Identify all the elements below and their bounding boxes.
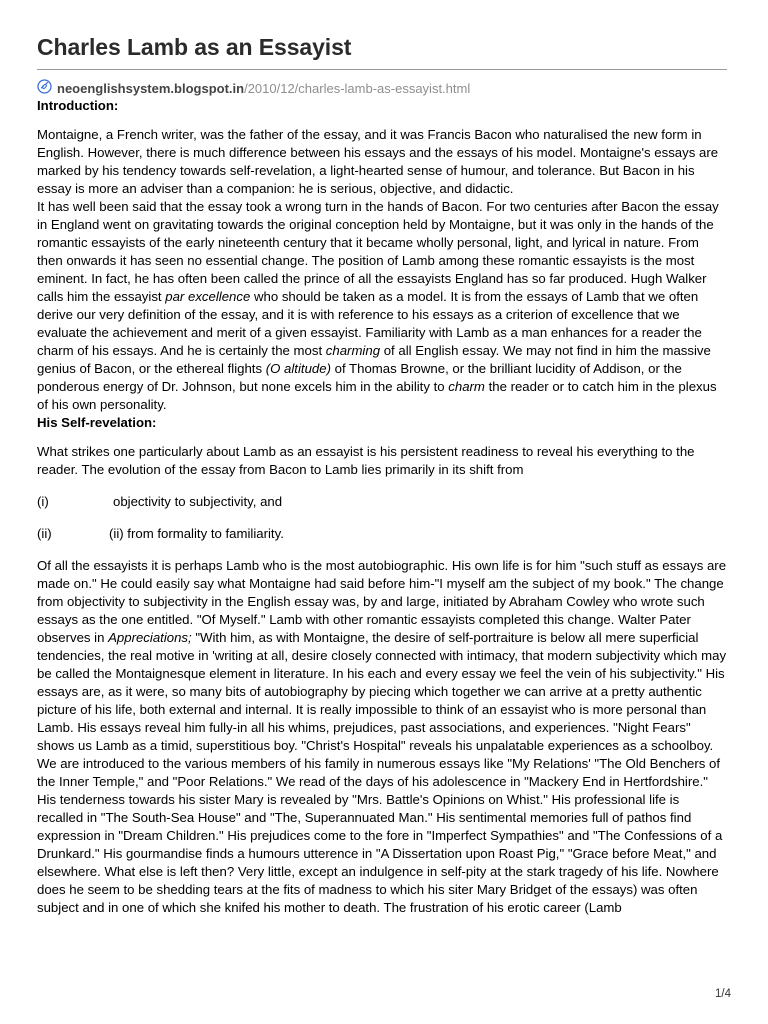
source-path: /2010/12/charles-lamb-as-essayist.html (244, 80, 471, 96)
list-item-text: (ii) from formality to familiarity. (109, 526, 284, 541)
section-heading-self-revelation: His Self-revelation: (37, 415, 157, 430)
italic-text: charm (448, 379, 485, 394)
source-domain-link[interactable]: neoenglishsystem.blogspot.in (57, 80, 245, 96)
italic-text: Appreciations; (108, 630, 192, 645)
source-line (37, 79, 727, 97)
text-span: of Thomas Browne, or the brilliant lucidity of Addison, or the ponderous energy of Dr. Johnson, but none excels him in the ability to (37, 361, 682, 394)
self-revelation-paragraph-2 (37, 557, 727, 917)
page-title: Charles Lamb as an Essayist (37, 34, 352, 60)
section-heading-introduction: Introduction: (37, 98, 119, 113)
list-item-text: objectivity to subjectivity, and (113, 494, 283, 509)
text-span: of all English essay. We may not find in him the massive genius of Bacon, or the ethereal flights (37, 343, 711, 376)
page-number: 1/4 (715, 988, 731, 1000)
article-body (37, 97, 727, 917)
text-span: who should be taken as a model. It is from the essays of Lamb that we often derive our very definition of the essay, and it is with reference to his essays as a criterion of excellence that we evaluate the achievement and merit of a given essayist. Familiarity with Lamb as a man enhances for a reader the charm of his essays. And he is certainly the most (37, 289, 702, 358)
text-span: It has well been said that the essay took a wrong turn in the hands of Bacon. For two centuries after Bacon the essay in England went on gravitating towards the original conception held by Montaigne, but it was only in the hands of the romantic essayists of the early nineteenth century that it became wholly personal, light, and lyrical in nature. From then onwards it has seen no essential change. The position of Lamb among these romantic essayists is the most eminent. In fact, he has often been called the prince of all the essayists England has so far produced. Hugh Walker calls him the essayist (37, 199, 719, 304)
title-divider (37, 69, 727, 70)
list-item-number: (ii) (37, 526, 52, 541)
intro-paragraph-2 (37, 198, 727, 414)
italic-text: (O altitude) (265, 361, 331, 376)
text-span: the reader or to catch him in the plexus of his own personality. (37, 379, 717, 412)
link-icon (37, 79, 52, 94)
intro-paragraph-1: Montaigne, a French writer, was the father of the essay, and it was Francis Bacon who naturalised the new form in English. However, there is much difference between his essays and the essays of his model. Montaigne's essays are marked by his tendency towards self-revelation, a light-hearted sense of humour, and tolerance. But Bacon in his essay is more an adviser than a companion: he is serious, objective, and didactic. (37, 127, 719, 196)
self-revelation-paragraph-1: What strikes one particularly about Lamb as an essayist is his persistent readiness to reveal his everything to the reader. The evolution of the essay from Bacon to Lamb lies primarily in its shift from (37, 444, 695, 477)
italic-text: charming (325, 343, 381, 358)
text-span: "With him, as with Montaigne, the desire of self-portraiture is below all mere superficial tendencies, the real motive in 'writing at all, desire closely connected with intimacy, that modern subjectivity which may be called the Montaignesque element in literature. In his each and every essay we feel the vein of his subjectivity." His essays are, as it were, so many bits of autobiography by piecing which together we can arrive at a pretty authentic picture of his life, both external and internal. It is really impossible to think of an essayist who is more personal than Lamb. His essays reveal him fully-in all his whims, prejudices, past associations, and experiences. "Night Fears" shows us Lamb as a timid, superstitious boy. "Christ's Hospital" reveals his unpalatable experiences as a schoolboy. We are introduced to the various members of his family in numerous essays like "My Relations' "The Old Benchers of the Inner Temple," and "Poor Relations." We read of the days of his adolescence in "Mackery End in Hertfordshire." His tenderness towards his sister Mary is revealed by "Mrs. Battle's Opinions on Whist." His professional life is recalled in "The South-Sea House" and "The, Superannuated Man." His sentimental memories full of pathos find expression in "Dream Children." His prejudices come to the fore in "Imperfect Sympathies" and "The Confessions of a Drunkard." His gourmandise finds a humours utterence in "A Dissertation upon Roast Pig," "Grace before Meat," and elsewhere. What else is left then? Very little, except an indulgence in self-pity at the stark tragedy of his life. Nowhere does he seem to be shedding tears at the fits of madness to which his siter Mary Bridget of the essays) was often subject and in one of which she knifed his mother to death. The frustration of his erotic career (Lamb (37, 630, 727, 915)
list-item (37, 493, 727, 511)
document-page (37, 32, 727, 917)
italic-text: par excellence (165, 289, 251, 304)
text-span: Of all the essayists it is perhaps Lamb who is the most autobiographic. His own life is for him "such stuff as essays are made on." He could easily say what Montaigne had said before him-"I myself am the subject of my book." The change from objectivity to subjectivity in the English essay was, by and large, initiated by Abraham Cowley who wrote such essays as the one entitled. "Of Myself." Lamb with other romantic essayists completed this change. Walter Pater observes in (37, 558, 727, 645)
list-item (37, 525, 727, 543)
list-item-number: (i) (37, 494, 49, 509)
